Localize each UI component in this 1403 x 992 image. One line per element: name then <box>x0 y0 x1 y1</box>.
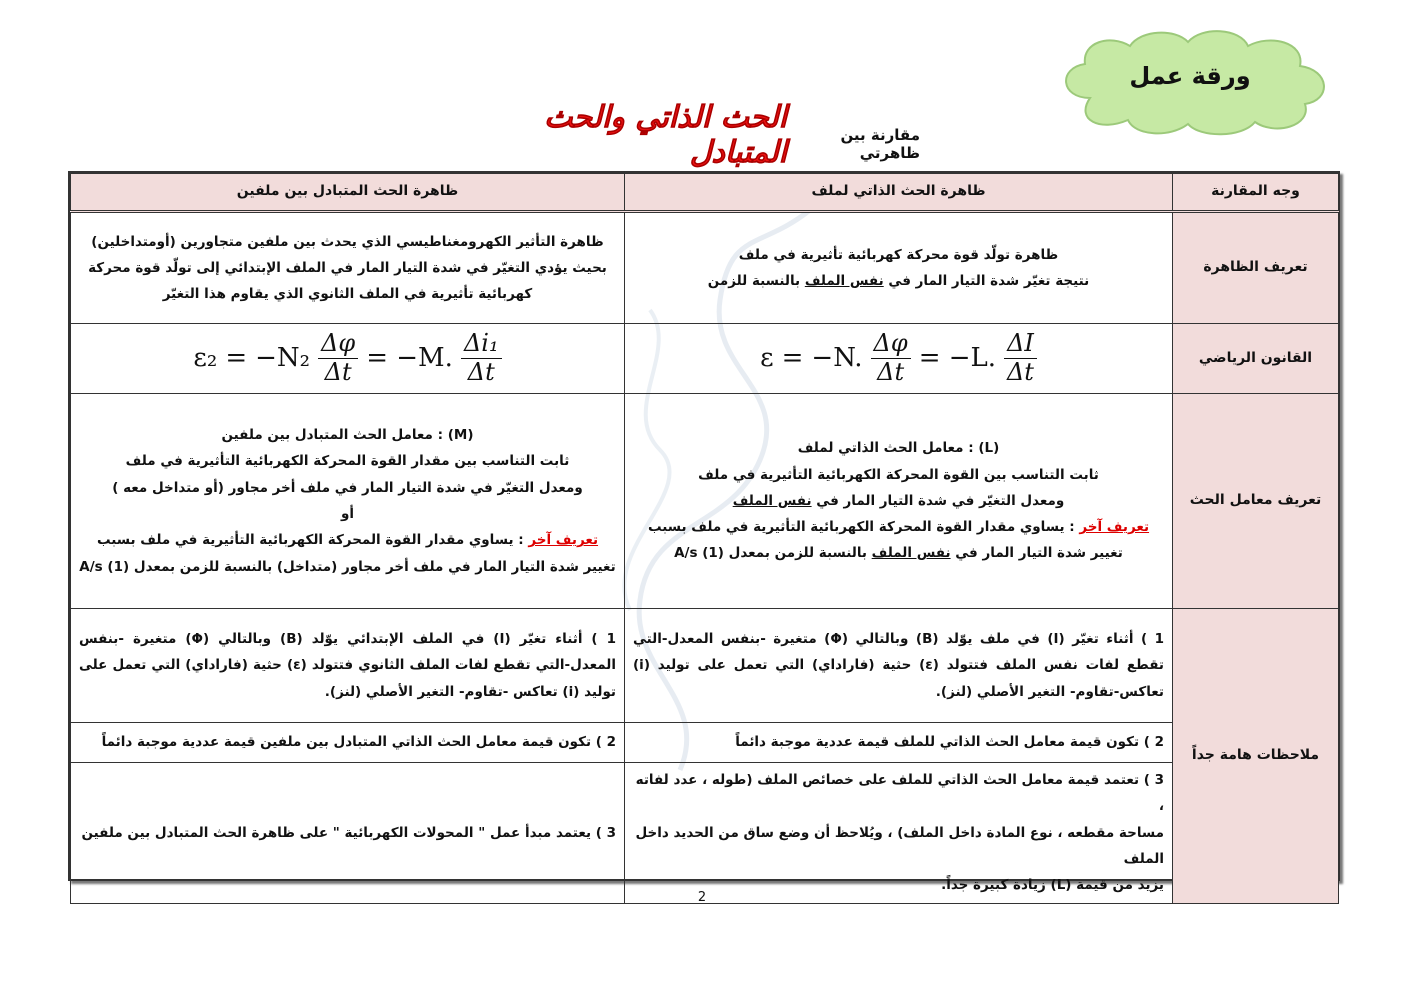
self-other-definition-label: تعريف آخر <box>1079 519 1150 536</box>
self-definition-text-a: نتيجة تغيّر شدة التيار المار في <box>883 273 1090 289</box>
mutual-law-num2: Δi₁ <box>461 330 502 359</box>
self-coefficient-line5 <box>633 540 1164 566</box>
self-law-frac1 <box>871 330 911 386</box>
self-law-cell <box>625 324 1173 394</box>
mutual-coefficient-line4 <box>79 527 616 553</box>
mutual-law-num1: Δφ <box>318 330 358 359</box>
self-law-coef2: = −L. <box>918 343 997 374</box>
self-note-3 <box>625 763 1173 904</box>
mutual-coefficient-or: أو <box>340 506 355 522</box>
row-label-notes: ملاحظات هامة جداً <box>1173 609 1339 904</box>
self-note-3-line1: 3 ) تعتمد قيمة معامل الحث الذاتي للملف على خصائص الملف (طوله ، عدد لفاته ، <box>635 772 1164 815</box>
mutual-law-coef2: = −M. <box>366 343 453 374</box>
self-coefficient-line4 <box>633 514 1164 540</box>
title-main: الحث الذاتي والحث المتبادل <box>544 100 787 170</box>
self-law-frac2 <box>1004 330 1037 386</box>
self-coefficient-text-a: ومعدل التغيّر في شدة التيار المار في <box>811 492 1065 509</box>
page-title <box>480 100 920 170</box>
self-coefficient-same-coil: نفس الملف <box>732 492 812 509</box>
self-definition-line2 <box>633 268 1164 294</box>
self-coefficient-line2: ثابت التناسب بين القوة المحركة الكهربائية التأثيرية في ملف <box>698 466 1099 483</box>
mutual-definition-line2: بحيث يؤدي التغيّر في شدة التيار المار في الملف الإبتدائي إلى تولّد قوة محركة <box>88 259 607 276</box>
self-note-3-line2: مساحة مقطعه ، نوع المادة داخل الملف) ، ويُلاحظ أن وضع ساق من الحديد داخل الملف <box>635 824 1164 867</box>
header-mutual-induction: ظاهرة الحث المتبادل بين ملفين <box>71 174 625 212</box>
mutual-law-frac1 <box>318 330 358 386</box>
self-coefficient-l5-same-coil: نفس الملف <box>871 545 951 562</box>
self-coefficient-l5-c: بالنسبة للزمن بمعدل A/s (1) <box>674 545 872 562</box>
mutual-other-definition-text: : يساوي مقدار القوة المحركة الكهربائية التأثيرية في ملف بسبب <box>96 532 529 549</box>
mutual-other-definition-label: تعريف آخر <box>528 532 599 549</box>
page-number: 2 <box>697 890 707 905</box>
self-law-num1: Δφ <box>871 330 911 359</box>
self-other-definition-text: : يساوي مقدار القوة المحركة الكهربائية التأثيرية في ملف بسبب <box>647 519 1080 536</box>
self-coefficient-line1: (L) : معامل الحث الذاتي لملف <box>797 440 1000 457</box>
self-coefficient-l5-a: تغيير شدة التيار المار في <box>950 545 1123 562</box>
mutual-note-1: 1 ) أثناء تغيّر (I) في الملف الإبتدائي يوّلد (B) وبالتالي (Φ) متغيرة -بنفس المعدل-التي تقطع لفات الملف الثانوي فتتولد (ε) حثية (فاراداي) التي تعمل على توليد (i) تعاكس -تقاوم- التغير الأصلي (لنز). <box>71 609 625 723</box>
mutual-law-lhs: ε₂ <box>193 343 218 374</box>
row-label-definition: تعريف الظاهرة <box>1173 212 1339 324</box>
title-subtitle: مقارنة بين ظاهرتي <box>840 126 920 162</box>
self-law-den1: Δt <box>877 358 905 386</box>
row-label-coefficient: تعريف معامل الحث <box>1173 394 1339 609</box>
self-coefficient-line3 <box>633 488 1164 514</box>
mutual-definition-line1: ظاهرة التأثير الكهرومغناطيسي الذي يحدث بين ملفين متجاورين (أومتداخلين) <box>91 233 604 250</box>
header-self-induction: ظاهرة الحث الذاتي لملف <box>625 174 1173 212</box>
mutual-coefficient-cell <box>71 394 625 609</box>
mutual-law-equation: ε₂ = −N₂ $\frac{\Delta\varphi}{\Delta t}$ = −M. $\frac{\text{Δi₁}}{\Delta t}$ <box>193 330 501 386</box>
mutual-law-frac2 <box>461 330 502 386</box>
self-definition-line1: ظاهرة تولّد قوة محركة كهربائية تأثيرية في ملف <box>738 246 1059 263</box>
mutual-law-den1: Δt <box>324 358 352 386</box>
header-aspect: وجه المقارنة <box>1173 174 1339 212</box>
row-label-law: القانون الرياضي <box>1173 324 1339 394</box>
mutual-coefficient-line2: ثابت التناسب بين مقدار القوة المحركة الكهربائية التأثيرية في ملف <box>125 453 570 470</box>
mutual-definition-line3: كهربائية تأثيرية في الملف الثانوي الذي يقاوم هذا التغيّر <box>162 286 533 303</box>
mutual-coefficient-line3: ومعدل التغيّر في شدة التيار المار في ملف أخر مجاور (أو متداخل معه ) <box>112 479 583 496</box>
mutual-coefficient-line1: (M) : معامل الحث المتبادل بين ملفين <box>221 427 474 444</box>
self-definition-cell <box>625 212 1173 324</box>
self-definition-same-coil: نفس الملف <box>804 273 884 289</box>
mutual-law-den2: Δt <box>467 358 495 386</box>
self-law-lhs: ε <box>760 343 774 374</box>
mutual-definition-cell <box>71 212 625 324</box>
worksheet-label: ورقة عمل <box>1129 62 1251 90</box>
self-definition-text-c: بالنسبة للزمن <box>707 273 805 289</box>
mutual-law-cell <box>71 324 625 394</box>
self-law-equation: ε = −N. $\frac{\Delta\varphi}{\Delta t}$ = −L. $\frac{\Delta I}{\Delta t}$ <box>760 330 1037 386</box>
mutual-coefficient-line5: تغيير شدة التيار المار في ملف أخر مجاور (متداخل) بالنسبة للزمن بمعدل A/s (1) <box>79 558 616 575</box>
self-coefficient-cell <box>625 394 1173 609</box>
self-law-num2: ΔI <box>1004 330 1037 359</box>
self-note-3-line3: يزيد من قيمة (L) زيادة كبيرة جداً. <box>941 877 1164 894</box>
comparison-table <box>68 171 1340 894</box>
mutual-law-coef: −N₂ <box>255 343 311 374</box>
mutual-note-3: 3 ) يعتمد مبدأ عمل " المحولات الكهربائية " على ظاهرة الحث المتبادل بين ملفين <box>71 763 625 904</box>
mutual-note-2: 2 ) تكون قيمة معامل الحث الذاتي المتبادل بين ملفين قيمة عددية موجبة دائماً <box>71 723 625 763</box>
self-law-den2: Δt <box>1006 358 1034 386</box>
self-note-1: 1 ) أثناء تغيّر (I) في ملف يوّلد (B) وبالتالي (Φ) متغيرة -بنفس المعدل-التي تقطع لفات نفس الملف فتتولد (ε) حثية (فاراداي) التي تعمل على توليد (i) تعاكس-تقاوم- التغير الأصلي (لنز). <box>625 609 1173 723</box>
self-law-coef: −N. <box>811 343 863 374</box>
self-note-2: 2 ) تكون قيمة معامل الحث الذاتي للملف قيمة عددية موجبة دائماً <box>625 723 1173 763</box>
